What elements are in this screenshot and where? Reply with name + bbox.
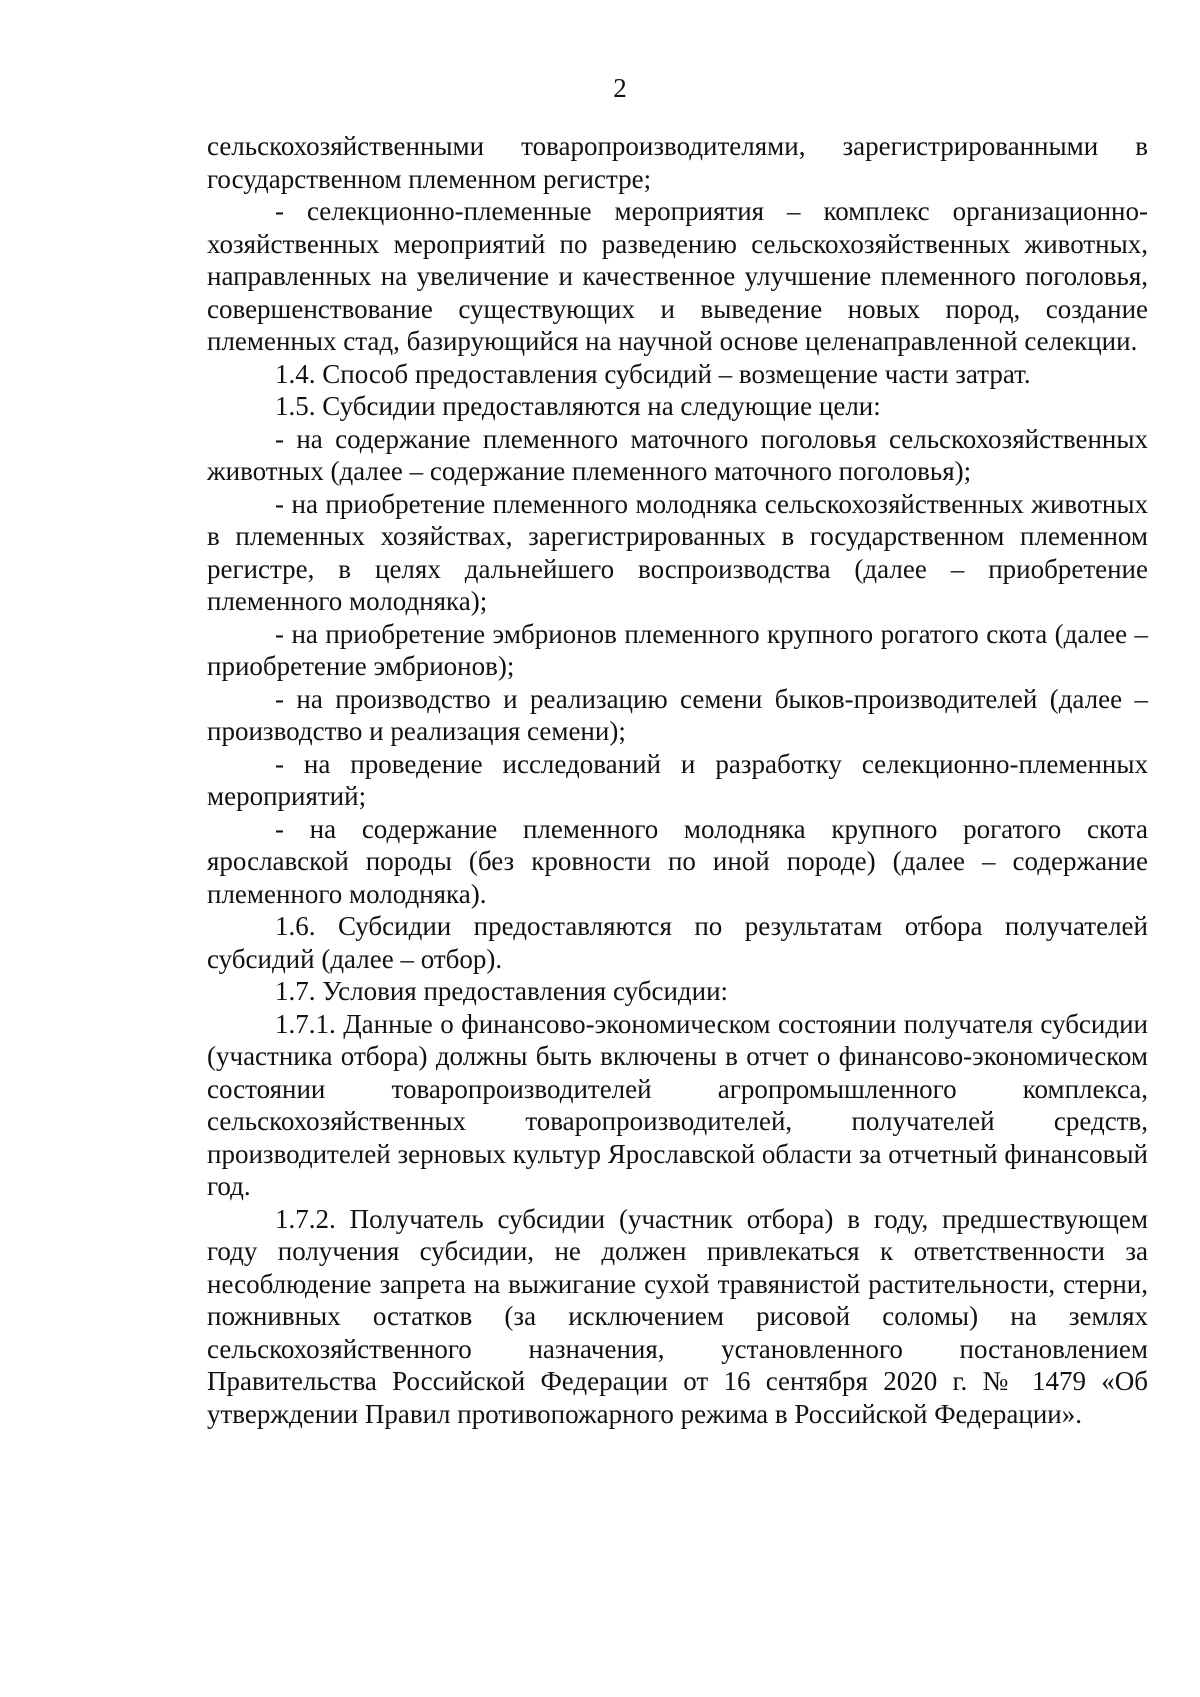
- paragraph: - на приобретение племенного молодняка сельскохозяйственных животных в племенных хозяйствах, зарегистрированных в государственном племенном регистре, в целях дальнейшего воспроизводства (далее – приобретение племенного молодняка);: [207, 488, 1148, 616]
- paragraph: 1.7.1. Данные о финансово-экономическом состоянии получателя субсидии (участника отбора) должны быть включены в отчет о финансово-экономическом состоянии товаропроизводителей агропромышленного комплекса, сельскохозяйственных товаропроизводителей, получателей средств, производителей зерновых культур Ярославской области за отчетный финансовый год.: [207, 1008, 1149, 1201]
- page-number: 2: [613, 73, 627, 103]
- paragraph: - селекционно-племенные мероприятия – комплекс организационно-хозяйственных мероприятий по разведению сельскохозяйственных животных, направленных на увеличение и качественное улучшение племенного поголовья, совершенствование существующих и выведение новых пород, создание племенных стад, базирующийся на научной основе целенаправленной селекции.: [207, 196, 1148, 356]
- paragraph: 1.7. Условия предоставления субсидии:: [275, 976, 729, 1006]
- paragraph: 1.5. Субсидии предоставляются на следующие цели:: [275, 391, 881, 421]
- paragraph: 1.4. Способ предоставления субсидий – возмещение части затрат.: [275, 358, 1031, 389]
- paragraph: 1.7.2. Получатель субсидии (участник отбора) в году, предшествующем году получения субсидии, не должен привлекаться к ответственности за несоблюдение запрета на выжигание сухой травянистой растительности, стерни, пожнивных остатков (за исключением рисовой соломы) на землях сельскохозяйственного назначения, установленного постановлением Правительства Российской Федерации от 16 сентября 2020 г. № 1479 «Об утверждении Правил противопожарного режима в Российской Федерации».: [207, 1203, 1148, 1429]
- paragraph: - на проведение исследований и разработку селекционно-племенных мероприятий;: [207, 748, 1148, 811]
- paragraph: - на содержание племенного маточного поголовья сельскохозяйственных животных (далее – содержание племенного маточного поголовья);: [207, 423, 1148, 486]
- paragraph: - на приобретение эмбрионов племенного крупного рогатого скота (далее – приобретение эмбрионов);: [207, 618, 1148, 681]
- document-body: [207, 130, 1148, 1430]
- paragraph: сельскохозяйственными товаропроизводителями, зарегистрированными в государственном племенном регистре;: [207, 131, 1148, 194]
- paragraph: 1.6. Субсидии предоставляются по результатам отбора получателей субсидий (далее – отбор).: [207, 911, 1148, 974]
- paragraph: - на производство и реализацию семени быков-производителей (далее – производство и реализация семени);: [207, 683, 1148, 746]
- paragraph: - на содержание племенного молодняка крупного рогатого скота ярославской породы (без кровности по иной породе) (далее – содержание племенного молодняка).: [207, 813, 1148, 909]
